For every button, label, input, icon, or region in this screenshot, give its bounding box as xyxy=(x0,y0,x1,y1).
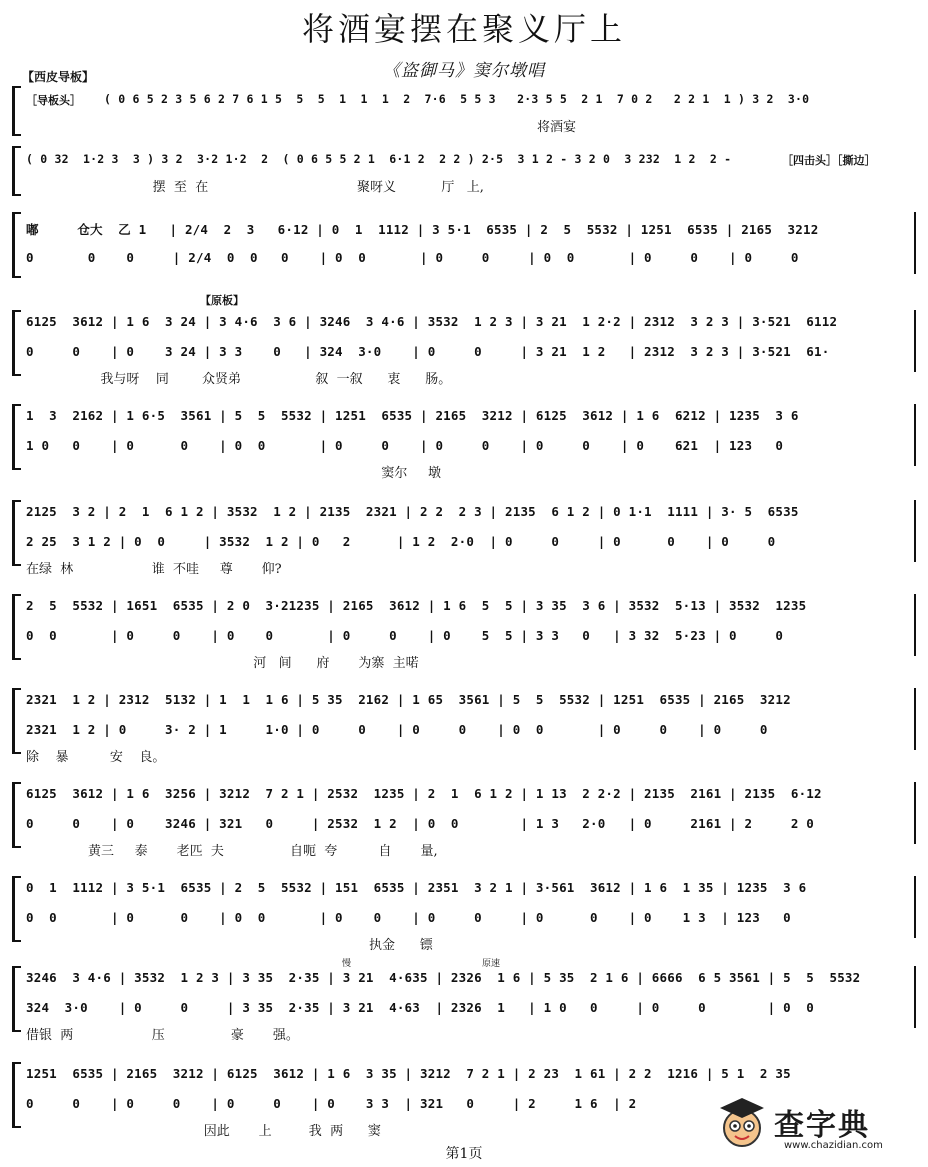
tempo-marking-yuanban: 【原板】 xyxy=(200,294,244,307)
notation-line-lower: 0 0 | 0 0 | 0 0 | 0 3 3 | 321 0 | 2 1 6 | 2 xyxy=(26,1096,637,1111)
yuansu-marking: 原速 xyxy=(482,959,501,969)
notation-line-upper: 6125 3612 | 1 6 3 24 | 3 4·6 3 6 | 3246 3 4·6 | 3532 1 2 3 | 3 21 1 2·2 | 2312 3 2 3 | 3·521 6112 xyxy=(26,314,838,329)
notation-line-upper: 嘟 仓大 乙 1 | 2/4 2 3 6·12 | 0 1 1112 | 3 5·1 6535 | 2 5 5532 | 1251 6535 | 2165 3212 xyxy=(26,222,819,237)
logo-url[interactable]: www.chazidian.com xyxy=(784,1140,883,1151)
notation-line-upper: 3246 3 4·6 | 3532 1 2 3 | 3 35 2·35 | 3 21 4·635 | 2326 1 6 | 5 35 2 1 6 | 6666 6 5 3561 | 5 5 5532 xyxy=(26,970,861,985)
man-marking: 慢 xyxy=(342,959,352,969)
notation-line-upper: 1 3 2162 | 1 6·5 3561 | 5 5 5532 | 1251 6535 | 2165 3212 | 6125 3612 | 1 6 6212 | 1235 3 6 xyxy=(26,408,799,423)
notation-line-upper: 2321 1 2 | 2312 5132 | 1 1 1 6 | 5 35 2162 | 1 65 3561 | 5 5 5532 | 1251 6535 | 2165 3212 xyxy=(26,692,791,707)
score-system-7 xyxy=(12,594,916,674)
mascot-icon xyxy=(714,1094,770,1158)
score-system-2 xyxy=(12,146,916,196)
score-system-6 xyxy=(12,500,916,580)
lyric-line: 摆 至 在 聚呀义 厅 上, xyxy=(132,180,484,195)
notation-line-lower: 1 0 0 | 0 0 | 0 0 | 0 0 | 0 0 | 0 0 | 0 621 | 123 0 xyxy=(26,438,784,453)
page-title: 将酒宴摆在聚义厅上 xyxy=(301,10,626,48)
notation-line: ( 0 32 1·2 3 3 ) 3 2 3·2 1·2 2 ( 0 6 5 5 2 1 6·1 2 2 2 ) 2·5 3 1 2 - 3 2 0 3 232 1 2 2 - xyxy=(26,152,732,166)
notation-line-upper: 6125 3612 | 1 6 3256 | 3212 7 2 1 | 2532 1235 | 2 1 6 1 2 | 1 13 2 2·2 | 2135 2161 | 2135 6·12 xyxy=(26,786,822,801)
lyric-line: 在绿 林 谁 不哇 尊 仰? xyxy=(26,562,282,577)
notation-line-upper: 2125 3 2 | 2 1 6 1 2 | 3532 1 2 | 2135 2321 | 2 2 2 3 | 2135 6 1 2 | 0 1·1 1111 | 3· 5 6535 xyxy=(26,504,799,519)
lyric-line: 窦尔 墩 xyxy=(26,466,442,481)
notation-line-lower: 0 0 | 0 3246 | 321 0 | 2532 1 2 | 0 0 | 1 3 2·0 | 0 2161 | 2 2 0 xyxy=(26,816,815,831)
logo-text: 查字典 xyxy=(774,1108,870,1143)
score-system-5 xyxy=(12,404,916,484)
lyric-line: 我与呀 同 众贤弟 叙 一叙 衷 肠。 xyxy=(26,372,452,387)
lyric-line: 将酒宴 xyxy=(132,120,576,135)
lyric-line: 黄三 泰 老匹 夫 自呃 夸 自 量, xyxy=(26,844,438,859)
notation-line-lower: 0 0 | 0 0 | 0 0 | 0 0 | 0 0 | 0 0 | 0 1 3 | 123 0 xyxy=(26,910,791,925)
notation-line-upper: 1251 6535 | 2165 3212 | 6125 3612 | 1 6 3 35 | 3212 7 2 1 | 2 23 1 61 | 2 2 1216 | 5 1 2 35 xyxy=(26,1066,791,1081)
notation-line: ( 0 6 5 2 3 5 6 2 7 6 1 5 5 5 1 1 1 2 7·6 5 5 3 2·3 5 5 2 1 7 0 2 2 2 1 1 ) 3 2 3·0 xyxy=(104,92,810,106)
notation-line-lower: 2 25 3 1 2 | 0 0 | 3532 1 2 | 0 2 | 1 2 2·0 | 0 0 | 0 0 | 0 0 xyxy=(26,534,776,549)
notation-line-upper: 0 1 1112 | 3 5·1 6535 | 2 5 5532 | 151 6535 | 2351 3 2 1 | 3·561 3612 | 1 6 1 35 | 1235 3 6 xyxy=(26,880,807,895)
lyric-line: 借银 两 压 豪 强。 xyxy=(26,1028,299,1043)
tempo-marking-daoban: 【西皮导板】 xyxy=(22,70,95,84)
notation-line-lower: 0 0 | 0 3 24 | 3 3 0 | 324 3·0 | 0 0 | 3 21 1 2 | 2312 3 2 3 | 3·521 61· xyxy=(26,344,830,359)
notation-line-lower: 0 0 0 | 2/4 0 0 0 | 0 0 | 0 0 | 0 0 | 0 0 | 0 0 xyxy=(26,250,799,265)
score-system-11 xyxy=(12,959,916,1046)
score-system-9 xyxy=(12,782,916,862)
lyric-line: 执金 镖 xyxy=(26,938,433,953)
page-number: 第1页 xyxy=(445,1146,483,1162)
notation-line-lower: 2321 1 2 | 0 3· 2 | 1 1·0 | 0 0 | 0 0 | 0 0 | 0 0 | 0 0 xyxy=(26,722,768,737)
score-system-3 xyxy=(12,212,916,278)
lyric-line: 因此 上 我 两 窦 xyxy=(26,1124,381,1139)
score-system-8 xyxy=(12,688,916,768)
score-system-1 xyxy=(12,86,916,136)
notation-line-lower: 324 3·0 | 0 0 | 3 35 2·35 | 3 21 4·63 | 2326 1 | 1 0 0 | 0 0 | 0 0 xyxy=(26,1000,815,1015)
daobantou-marking: ［导板头］ xyxy=(26,94,81,107)
score-system-10 xyxy=(12,876,916,956)
siji-marking: ［四击头］［撕边］ xyxy=(782,154,876,167)
chazidian-logo xyxy=(714,1092,914,1162)
notation-line-lower: 0 0 | 0 0 | 0 0 | 0 0 | 0 5 5 | 3 3 0 | 3 32 5·23 | 0 0 xyxy=(26,628,784,643)
page-subtitle: 《盗御马》窦尔墩唱 xyxy=(383,61,545,81)
lyric-line: 河 间 府 为寨 主喏 xyxy=(26,656,419,671)
lyric-line: 除 暴 安 良。 xyxy=(26,750,166,765)
notation-line-upper: 2 5 5532 | 1651 6535 | 2 0 3·21235 | 2165 3612 | 1 6 5 5 | 3 35 3 6 | 3532 5·13 | 3532 1235 xyxy=(26,598,807,613)
score-system-4 xyxy=(12,310,916,390)
